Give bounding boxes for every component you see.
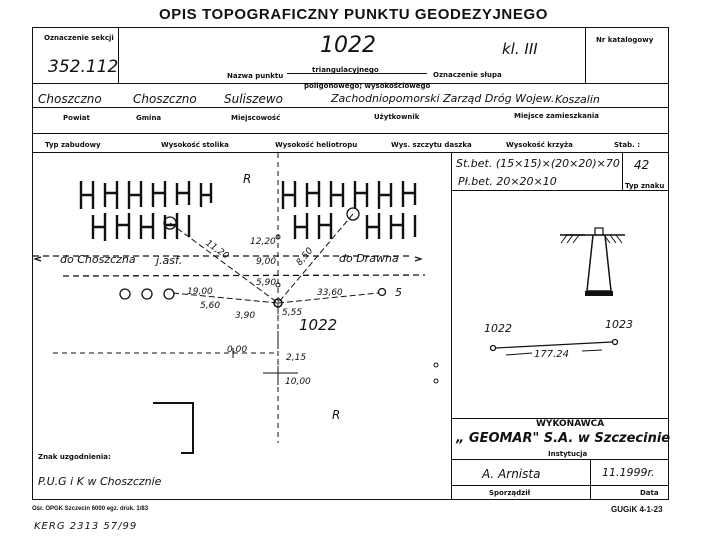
divider: [451, 459, 669, 460]
typ-zabudowy-label: Typ zabudowy: [45, 141, 101, 149]
building-outline: [153, 403, 193, 453]
road-left-label: do Choszczna: [60, 253, 136, 266]
topographic-sketch: [33, 153, 451, 499]
divider: [451, 485, 669, 486]
north-r-bottom: R: [332, 408, 341, 422]
divider: [32, 133, 669, 134]
azimuth-distance: 177.24: [534, 349, 569, 360]
ground-hatch: [561, 235, 579, 243]
gmina-value: Choszczno: [133, 92, 197, 106]
pillar-head: [595, 228, 603, 235]
dim-12: 2,15: [286, 353, 307, 363]
miejscowosc-label: Miejscowość: [231, 114, 281, 122]
stab-label: Stab. :: [614, 141, 641, 149]
pillar-body: [587, 235, 611, 291]
azimuth-to: 1023: [605, 318, 633, 331]
section-value: 352.112: [48, 57, 119, 77]
form-code: GUGiK 4-1-23: [611, 505, 663, 514]
section-label: Oznaczenie sekcji: [44, 34, 114, 42]
distance-dash: [506, 353, 532, 355]
sign-type-label: Typ znaku: [625, 182, 665, 190]
divider: [451, 190, 669, 191]
author-name: A. Arnista: [482, 467, 541, 481]
base-plate: [585, 291, 613, 296]
point-number: 1022: [320, 33, 376, 58]
point-type-line2: poligonowego; wysokościowego: [304, 82, 431, 90]
dim-4: 11,20: [203, 238, 231, 262]
dim-5: 8,50: [294, 246, 316, 268]
divider: [585, 27, 586, 83]
divider: [451, 152, 452, 500]
dim-11: 0,00: [227, 345, 248, 355]
wys-stolika-label: Wysokość stolika: [161, 141, 229, 149]
dim-13: 10,00: [285, 377, 311, 387]
wys-heliotropu-label: Wysokość heliotropu: [275, 141, 358, 149]
road-right-label: do Drawna: [339, 252, 399, 265]
institution-label: Instytucja: [548, 450, 588, 458]
divider: [622, 152, 623, 190]
uzytkownik-value: Zachodniopomorski Zarząd Dróg Wojew.: [331, 92, 555, 105]
divider: [32, 107, 669, 108]
pillar-label: Oznaczenie słupa: [433, 71, 502, 79]
contractor-label: WYKONAWCA: [536, 419, 605, 429]
azimuth-from: 1022: [484, 322, 512, 335]
miejscowosc-value: Suliszewo: [224, 92, 283, 106]
point-1022-marker: [491, 346, 496, 351]
zamieszkanie-value: Koszalin: [555, 93, 600, 106]
zamieszkanie-label: Miejsce zamieszkania: [514, 112, 599, 120]
tree-symbol: [120, 289, 130, 299]
marker-symbol: [379, 289, 386, 296]
building-hatch-left: [81, 181, 211, 241]
wys-szczytu-label: Wys. szczytu daszka: [391, 141, 472, 149]
catalog-label: Nr katalogowy: [596, 36, 654, 44]
signature-label: Znak uzgodnienia:: [38, 453, 111, 461]
dim-6: 19,00: [187, 287, 213, 297]
point-name-label: Nazwa punktu: [227, 72, 284, 80]
point-type-line1: triangulacyjnego: [312, 66, 379, 74]
dim-3: 5,90: [256, 278, 277, 288]
powiat-value: Choszczno: [38, 92, 102, 106]
road-arrow-left: [35, 257, 41, 261]
witness-mark: [434, 363, 438, 367]
date-value: 11.1999r.: [602, 466, 655, 479]
tree-symbol: [142, 289, 152, 299]
uzytkownik-label: Użytkownik: [374, 113, 420, 121]
azimuth-drawing: [480, 325, 630, 365]
dim-1: 12,20: [250, 237, 276, 247]
registration-number: KERG 2313 57/99: [34, 521, 138, 532]
road-surface-label: j.asf.: [156, 254, 183, 267]
ground-hatch: [604, 235, 622, 243]
document-title: OPIS TOPOGRAFICZNY PUNKTU GEODEZYJNEGO: [159, 6, 548, 23]
road-arrow-right: [415, 257, 421, 261]
north-r-top: R: [243, 172, 252, 186]
dim-2: 9,00: [256, 257, 277, 267]
stabilization-line2: Pł.bet. 20×20×10: [458, 175, 557, 188]
azimuth-line: [496, 342, 612, 348]
stabilization-section-drawing: [455, 195, 665, 305]
tree-symbol: [164, 289, 174, 299]
powiat-label: Powiat: [63, 114, 90, 122]
sign-type-value: 42: [634, 158, 650, 172]
dim-7: 5,60: [200, 301, 221, 311]
dim-8: 3,90: [235, 311, 256, 321]
marker-right-label: 5: [395, 286, 402, 299]
print-note: Ośr. OPGK Szczecin 6000 egz. druk. 1/83: [32, 506, 149, 512]
author-label: Sporządził: [489, 489, 531, 497]
road-edge-bottom: [63, 275, 425, 276]
company-name: „ GEOMAR" S.A. w Szczecinie: [456, 431, 671, 446]
office-name: P.U.G i K w Choszcznie: [38, 475, 162, 488]
wys-krzyza-label: Wysokość krzyża: [506, 141, 573, 149]
date-label: Data: [640, 489, 659, 497]
point-class: kl. III: [502, 40, 538, 58]
dim-10: 33,60: [317, 288, 343, 298]
stabilization-line1: St.bet. (15×15)×(20×20)×70: [456, 157, 620, 170]
point-1023-marker: [613, 340, 618, 345]
witness-mark: [434, 379, 438, 383]
sketch-point-label: 1022: [299, 316, 338, 334]
gmina-label: Gmina: [136, 114, 162, 122]
distance-dash: [582, 350, 602, 351]
dim-9: 5,55: [282, 308, 303, 318]
divider: [590, 459, 591, 500]
